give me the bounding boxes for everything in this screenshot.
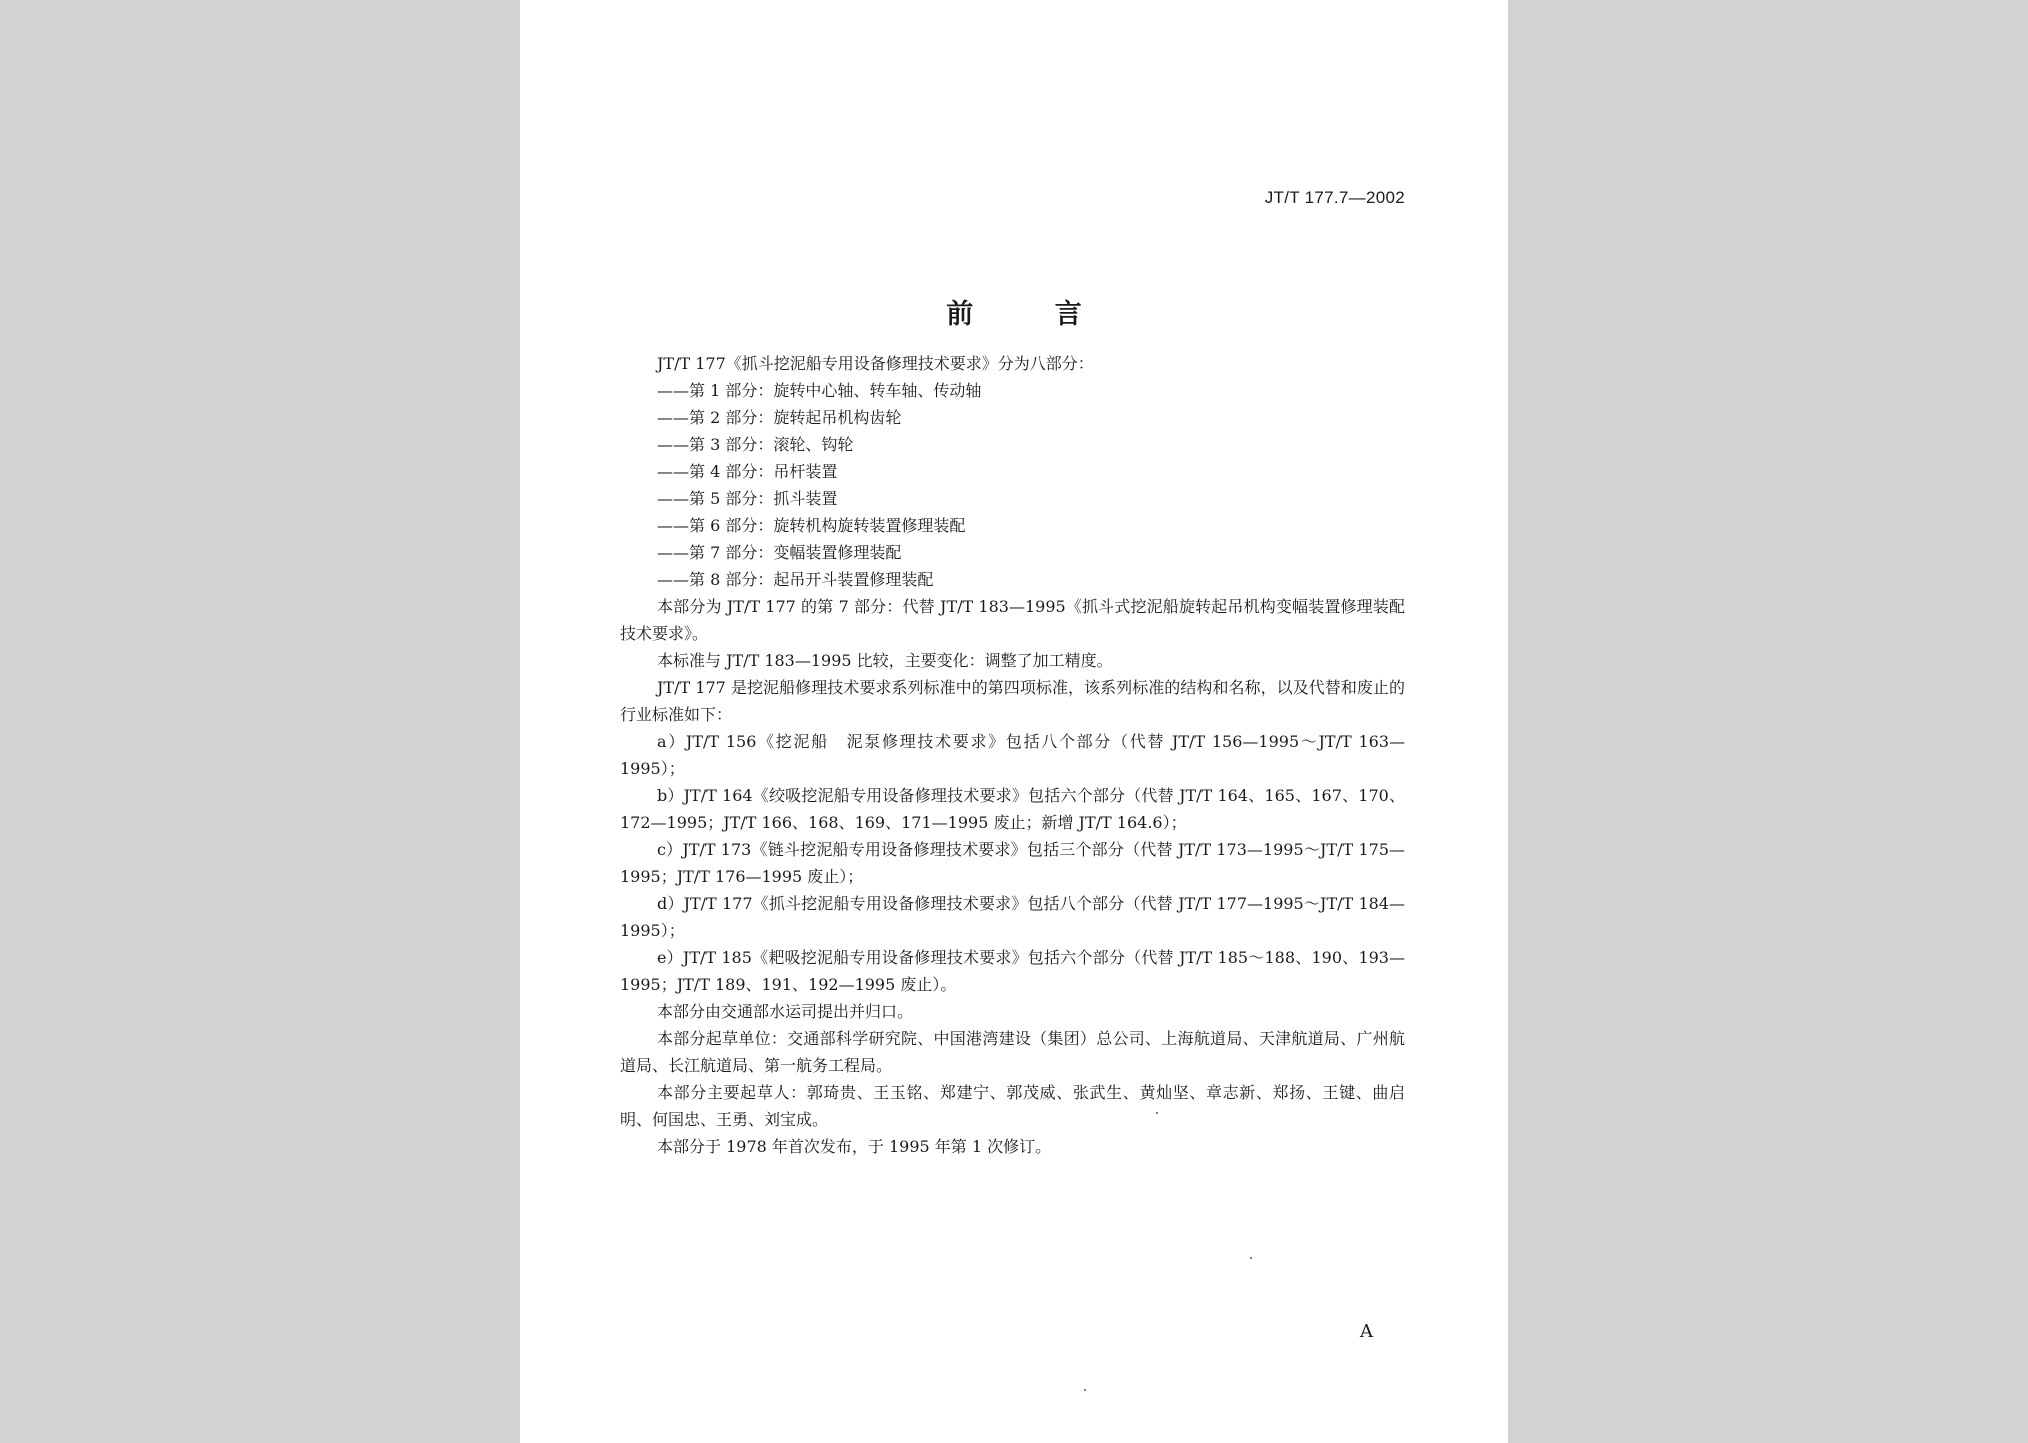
series-item: c）JT/T 173《链斗挖泥船专用设备修理技术要求》包括三个部分（代替 JT/T 173—1995～JT/T 175—1995；JT/T 176—1995 废止）； (620, 840, 1405, 886)
series-item: e）JT/T 185《耙吸挖泥船专用设备修理技术要求》包括六个部分（代替 JT/T 185～188、190、193—1995；JT/T 189、191、192—1995 废止）。 (620, 948, 1405, 994)
document-body (620, 350, 1405, 1160)
page-number: A (1360, 1321, 1373, 1342)
list-item: ——第 4 部分：吊杆装置 (657, 462, 838, 481)
document-page (520, 0, 1508, 1443)
paragraph: 本部分起草单位：交通部科学研究院、中国港湾建设（集团）总公司、上海航道局、天津航道局、广州航道局、长江航道局、第一航务工程局。 (620, 1029, 1405, 1075)
paragraph: 本部分主要起草人：郭琦贵、王玉铭、郑建宁、郭茂威、张武生、黄灿坚、章志新、郑扬、王键、曲启明、何国忠、王勇、刘宝成。 (620, 1083, 1405, 1129)
scan-speck (1250, 1257, 1252, 1259)
list-item: ——第 2 部分：旋转起吊机构齿轮 (657, 408, 902, 427)
series-item: d）JT/T 177《抓斗挖泥船专用设备修理技术要求》包括八个部分（代替 JT/T 177—1995～JT/T 184—1995）； (620, 894, 1405, 940)
list-item: ——第 1 部分：旋转中心轴、转车轴、传动轴 (657, 381, 982, 400)
paragraph-intro: JT/T 177《抓斗挖泥船专用设备修理技术要求》分为八部分： (657, 354, 1094, 373)
standard-code: JT/T 177.7—2002 (1264, 188, 1405, 207)
page-title: 前 言 (946, 299, 1118, 330)
scan-speck (1084, 1389, 1086, 1391)
list-item: ——第 3 部分：滚轮、钩轮 (657, 435, 854, 454)
list-item: ——第 7 部分：变幅装置修理装配 (657, 543, 902, 562)
paragraph: JT/T 177 是挖泥船修理技术要求系列标准中的第四项标准，该系列标准的结构和名称，以及代替和废止的行业标准如下： (620, 678, 1405, 724)
list-item: ——第 5 部分：抓斗装置 (657, 489, 838, 508)
list-item: ——第 6 部分：旋转机构旋转装置修理装配 (657, 516, 966, 535)
paragraph: 本标准与 JT/T 183—1995 比较，主要变化：调整了加工精度。 (657, 651, 1113, 670)
paragraph: 本部分于 1978 年首次发布，于 1995 年第 1 次修订。 (657, 1137, 1052, 1156)
list-item: ——第 8 部分：起吊开斗装置修理装配 (657, 570, 934, 589)
paragraph: 本部分由交通部水运司提出并归口。 (657, 1002, 914, 1021)
paragraph: 本部分为 JT/T 177 的第 7 部分：代替 JT/T 183—1995《抓斗式挖泥船旋转起吊机构变幅装置修理装配技术要求》。 (620, 597, 1405, 643)
series-item: a）JT/T 156《挖泥船 泥泵修理技术要求》包括八个部分（代替 JT/T 156—1995～JT/T 163—1995）； (620, 732, 1405, 778)
series-item: b）JT/T 164《绞吸挖泥船专用设备修理技术要求》包括六个部分（代替 JT/T 164、165、167、170、172—1995；JT/T 166、168、169、171—1995 废止；新增 JT/T 164.6）； (620, 786, 1405, 832)
scan-speck (1156, 1112, 1158, 1114)
